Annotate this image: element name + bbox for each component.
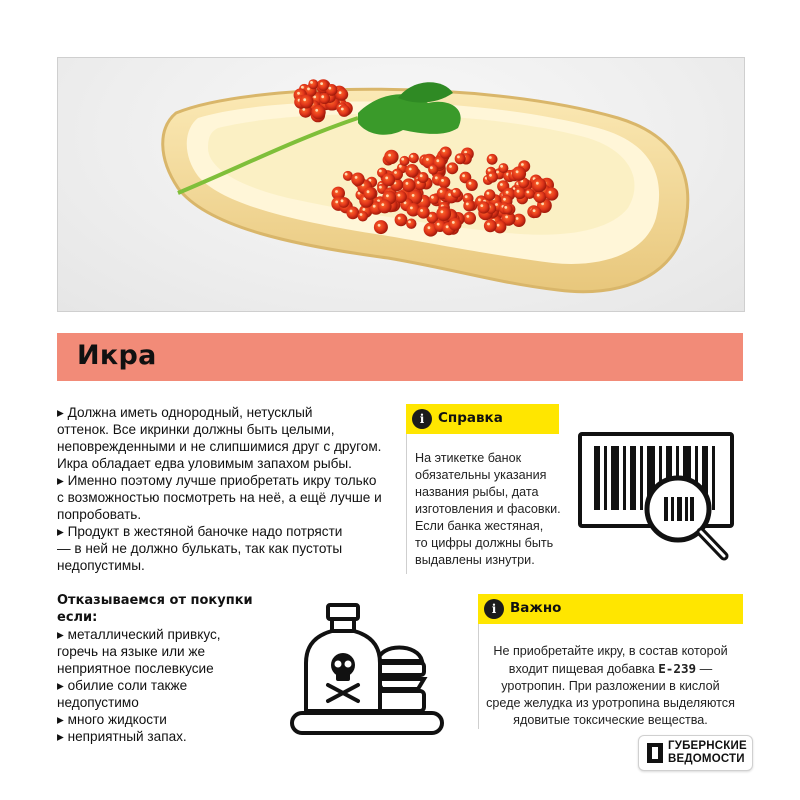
main-line: ▸ Именно поэтому лучше приобретать икру только [57, 473, 377, 488]
roe-highlight [412, 194, 415, 197]
roe-bead [311, 105, 325, 119]
roe-highlight [449, 165, 452, 168]
roe-highlight [410, 207, 413, 210]
vazhno-line: Не приобретайте икру, в состав которой [493, 644, 728, 658]
vazhno-header [478, 594, 743, 624]
logo-line: ГУБЕРНСКИЕ [668, 740, 747, 752]
roe-highlight [378, 224, 381, 227]
roe-bead [449, 218, 462, 231]
roe-bead [308, 79, 318, 89]
roe-bead [503, 204, 513, 214]
roe-highlight [411, 155, 414, 158]
logo-mark-icon [647, 743, 663, 763]
poison-bottle-icon [290, 601, 445, 746]
refuse-block [57, 592, 257, 745]
roe-highlight [429, 214, 432, 217]
roe-highlight [398, 217, 401, 220]
roe-highlight [442, 149, 445, 152]
roe-highlight [379, 170, 382, 173]
roe-highlight [301, 86, 304, 89]
roe-highlight [469, 182, 472, 185]
main-line: ▸ Должна иметь однородный, нетусклый [57, 405, 313, 420]
roe-bead [338, 105, 350, 117]
roe-highlight [500, 165, 503, 168]
roe-bead [484, 219, 497, 232]
roe-highlight [303, 98, 306, 101]
roe-highlight [385, 177, 388, 180]
vazhno-line [478, 660, 743, 678]
roe-highlight [398, 194, 401, 197]
roe-bead [382, 173, 395, 186]
roe-highlight [521, 163, 524, 166]
roe-highlight [315, 109, 318, 112]
roe-highlight [420, 174, 423, 177]
additive-code: Е-239 [658, 661, 697, 676]
roe-highlight [536, 182, 539, 185]
roe-highlight [341, 199, 344, 202]
roe-highlight [379, 186, 382, 189]
roe-highlight [517, 190, 520, 193]
spravka-line: названия рыбы, дата [415, 485, 539, 499]
roe-bead [487, 154, 498, 165]
roe-bead [378, 199, 392, 213]
roe-highlight [341, 108, 344, 111]
roe-highlight [526, 191, 529, 194]
roe-bead [339, 197, 350, 208]
refuse-item: неприятное послевкусие [57, 661, 214, 676]
spravka-header [406, 404, 559, 434]
roe-highlight [497, 224, 500, 227]
roe-highlight [516, 170, 519, 173]
roe-bead [417, 206, 430, 219]
roe-bead [363, 187, 376, 200]
roe-highlight [464, 151, 467, 154]
roe-highlight [355, 176, 358, 179]
refuse-item: недопустимо [57, 695, 139, 710]
roe-highlight [363, 208, 366, 211]
publisher-logo [638, 735, 753, 771]
roe-bead [530, 207, 541, 218]
roe-highlight [480, 204, 483, 207]
roe-highlight [549, 191, 552, 194]
main-line: — в ней не должно булькать, так как пустоты [57, 541, 343, 556]
main-line: ▸ Продукт в жестяной баночке надо потрясти [57, 524, 343, 539]
roe-highlight [430, 166, 433, 169]
spravka-line: выдавлены изнутри. [415, 553, 535, 567]
roe-bead [318, 80, 329, 91]
roe-highlight [350, 210, 353, 213]
main-line: Икра обладает едва уловимым запахом рыбы. [57, 456, 352, 471]
roe-highlight [506, 191, 509, 194]
roe-bead [534, 191, 546, 203]
roe-bead [498, 163, 508, 173]
main-line: оттенок. Все икринки должны быть целыми, [57, 422, 335, 437]
roe-bead [440, 147, 452, 159]
vazhno-line-text: входит пищевая добавка [508, 662, 659, 676]
roe-highlight [360, 213, 363, 216]
roe-highlight [503, 198, 506, 201]
roe-highlight [320, 82, 323, 85]
roe-highlight [345, 173, 348, 176]
refuse-item: ▸ металлический привкус, [57, 627, 221, 642]
refuse-item: ▸ неприятный запах. [57, 729, 187, 744]
vazhno-label: Важно [510, 600, 562, 616]
roe-highlight [489, 174, 492, 177]
roe-bead [484, 189, 495, 200]
roe-highlight [409, 168, 412, 171]
roe-highlight [452, 221, 455, 224]
spravka-label: Справка [438, 410, 503, 426]
roe-bead [545, 187, 558, 200]
spravka-line: изготовления и фасовки. [415, 502, 561, 516]
roe-highlight [487, 223, 490, 226]
roe-highlight [465, 195, 468, 198]
roe-bead [477, 201, 489, 213]
roe-highlight [381, 203, 384, 206]
roe-highlight [339, 91, 342, 94]
vazhno-line: ядовитые токсические вещества. [513, 713, 708, 727]
roe-highlight [457, 156, 460, 159]
roe-bead [400, 156, 410, 166]
spravka-text [415, 450, 575, 569]
roe-bead [463, 200, 475, 212]
roe-highlight [436, 159, 439, 162]
roe-highlight [428, 226, 431, 229]
roe-bead [406, 219, 416, 229]
info-icon: i [412, 409, 432, 429]
roe-highlight [466, 203, 469, 206]
roe-bead [405, 164, 419, 178]
roe-bead [455, 153, 466, 164]
main-line: неповрежденными и не слипшимися друг с другом. [57, 439, 382, 454]
vazhno-text [478, 643, 743, 729]
roe-highlight [335, 190, 338, 193]
roe-highlight [516, 217, 519, 220]
roe-highlight [440, 190, 443, 193]
roe-bead [395, 214, 408, 227]
roe-highlight [488, 169, 491, 172]
roe-bead [346, 206, 359, 219]
roe-highlight [399, 165, 402, 168]
roe-highlight [446, 225, 449, 228]
refuse-heading: если: [57, 610, 98, 625]
roe-highlight [401, 158, 404, 161]
spravka-line: то цифры должны быть [415, 536, 554, 550]
roe-bead [451, 188, 461, 198]
divider [406, 434, 407, 574]
roe-highlight [426, 158, 429, 161]
roe-highlight [310, 81, 313, 84]
roe-highlight [541, 202, 544, 205]
roe-highlight [500, 183, 503, 186]
roe-bead [428, 164, 438, 174]
roe-highlight [441, 210, 444, 213]
roe-bead [351, 173, 364, 186]
barcode-magnifier-icon [578, 432, 738, 572]
vazhno-line: среде желудка из уротропина выделяются [486, 696, 735, 710]
roe-bead [514, 187, 526, 199]
roe-highlight [505, 216, 508, 219]
roe-bead [436, 206, 451, 221]
roe-highlight [537, 194, 540, 197]
spravka-line: обязательны указания [415, 468, 547, 482]
refuse-item: горечь на языке или же [57, 644, 206, 659]
main-line: недопустимы. [57, 558, 145, 573]
refuse-item: ▸ много жидкости [57, 712, 167, 727]
roe-highlight [441, 179, 444, 182]
roe-bead [402, 178, 416, 192]
vazhno-line: уротропин. При разложении в кислой [501, 679, 720, 693]
roe-highlight [495, 203, 498, 206]
roe-highlight [448, 193, 451, 196]
roe-bead [384, 150, 398, 164]
roe-bead [358, 211, 368, 221]
roe-bead [532, 178, 547, 193]
roe-highlight [435, 176, 438, 179]
roe-highlight [388, 154, 391, 157]
roe-bead [446, 162, 458, 174]
info-icon: i [484, 599, 504, 619]
caviar-sandwich-photo [57, 57, 745, 312]
roe-highlight [431, 196, 434, 199]
roe-highlight [321, 95, 324, 98]
roe-highlight [453, 190, 456, 193]
roe-highlight [504, 206, 507, 209]
spravka-line: Если банка жестяная, [415, 519, 544, 533]
roe-highlight [420, 209, 423, 212]
roe-highlight [367, 190, 370, 193]
roe-bead [374, 220, 388, 234]
roe-highlight [487, 192, 490, 195]
main-line: попробовать. [57, 507, 142, 522]
refuse-heading: Отказываемся от покупки [57, 593, 253, 608]
logo-line: ВЕДОМОСТИ [668, 753, 745, 765]
roe-highlight [489, 156, 492, 159]
roe-bead [395, 191, 407, 203]
roe-highlight [408, 221, 411, 224]
refuse-item: ▸ обилие соли также [57, 678, 188, 693]
title-banner [57, 333, 743, 381]
roe-bead [463, 212, 476, 225]
roe-highlight [386, 194, 389, 197]
roe-bead [524, 189, 534, 199]
vazhno-line-text: — [696, 662, 713, 676]
roe-highlight [373, 205, 376, 208]
roe-bead [418, 172, 429, 183]
roe-highlight [533, 209, 536, 212]
roe-highlight [478, 198, 481, 201]
roe-highlight [417, 181, 420, 184]
page-title: Икра [77, 340, 157, 371]
roe-bead [409, 153, 419, 163]
roe-highlight [462, 174, 465, 177]
roe-bead [438, 176, 450, 188]
roe-highlight [328, 87, 331, 90]
roe-highlight [406, 182, 409, 185]
roe-highlight [496, 171, 499, 174]
roe-bead [512, 166, 526, 180]
roe-highlight [335, 201, 338, 204]
roe-highlight [307, 88, 310, 91]
roe-highlight [394, 171, 397, 174]
roe-highlight [466, 215, 469, 218]
main-line: с возможностью посмотреть на неё, а ещё лучше и [57, 490, 382, 505]
roe-bead [487, 172, 498, 183]
roe-bead [300, 95, 314, 109]
main-text [57, 404, 402, 574]
roe-highlight [297, 92, 300, 95]
roe-highlight [437, 223, 440, 226]
roe-bead [466, 179, 478, 191]
roe-highlight [302, 108, 305, 111]
spravka-line: На этикетке банок [415, 451, 522, 465]
